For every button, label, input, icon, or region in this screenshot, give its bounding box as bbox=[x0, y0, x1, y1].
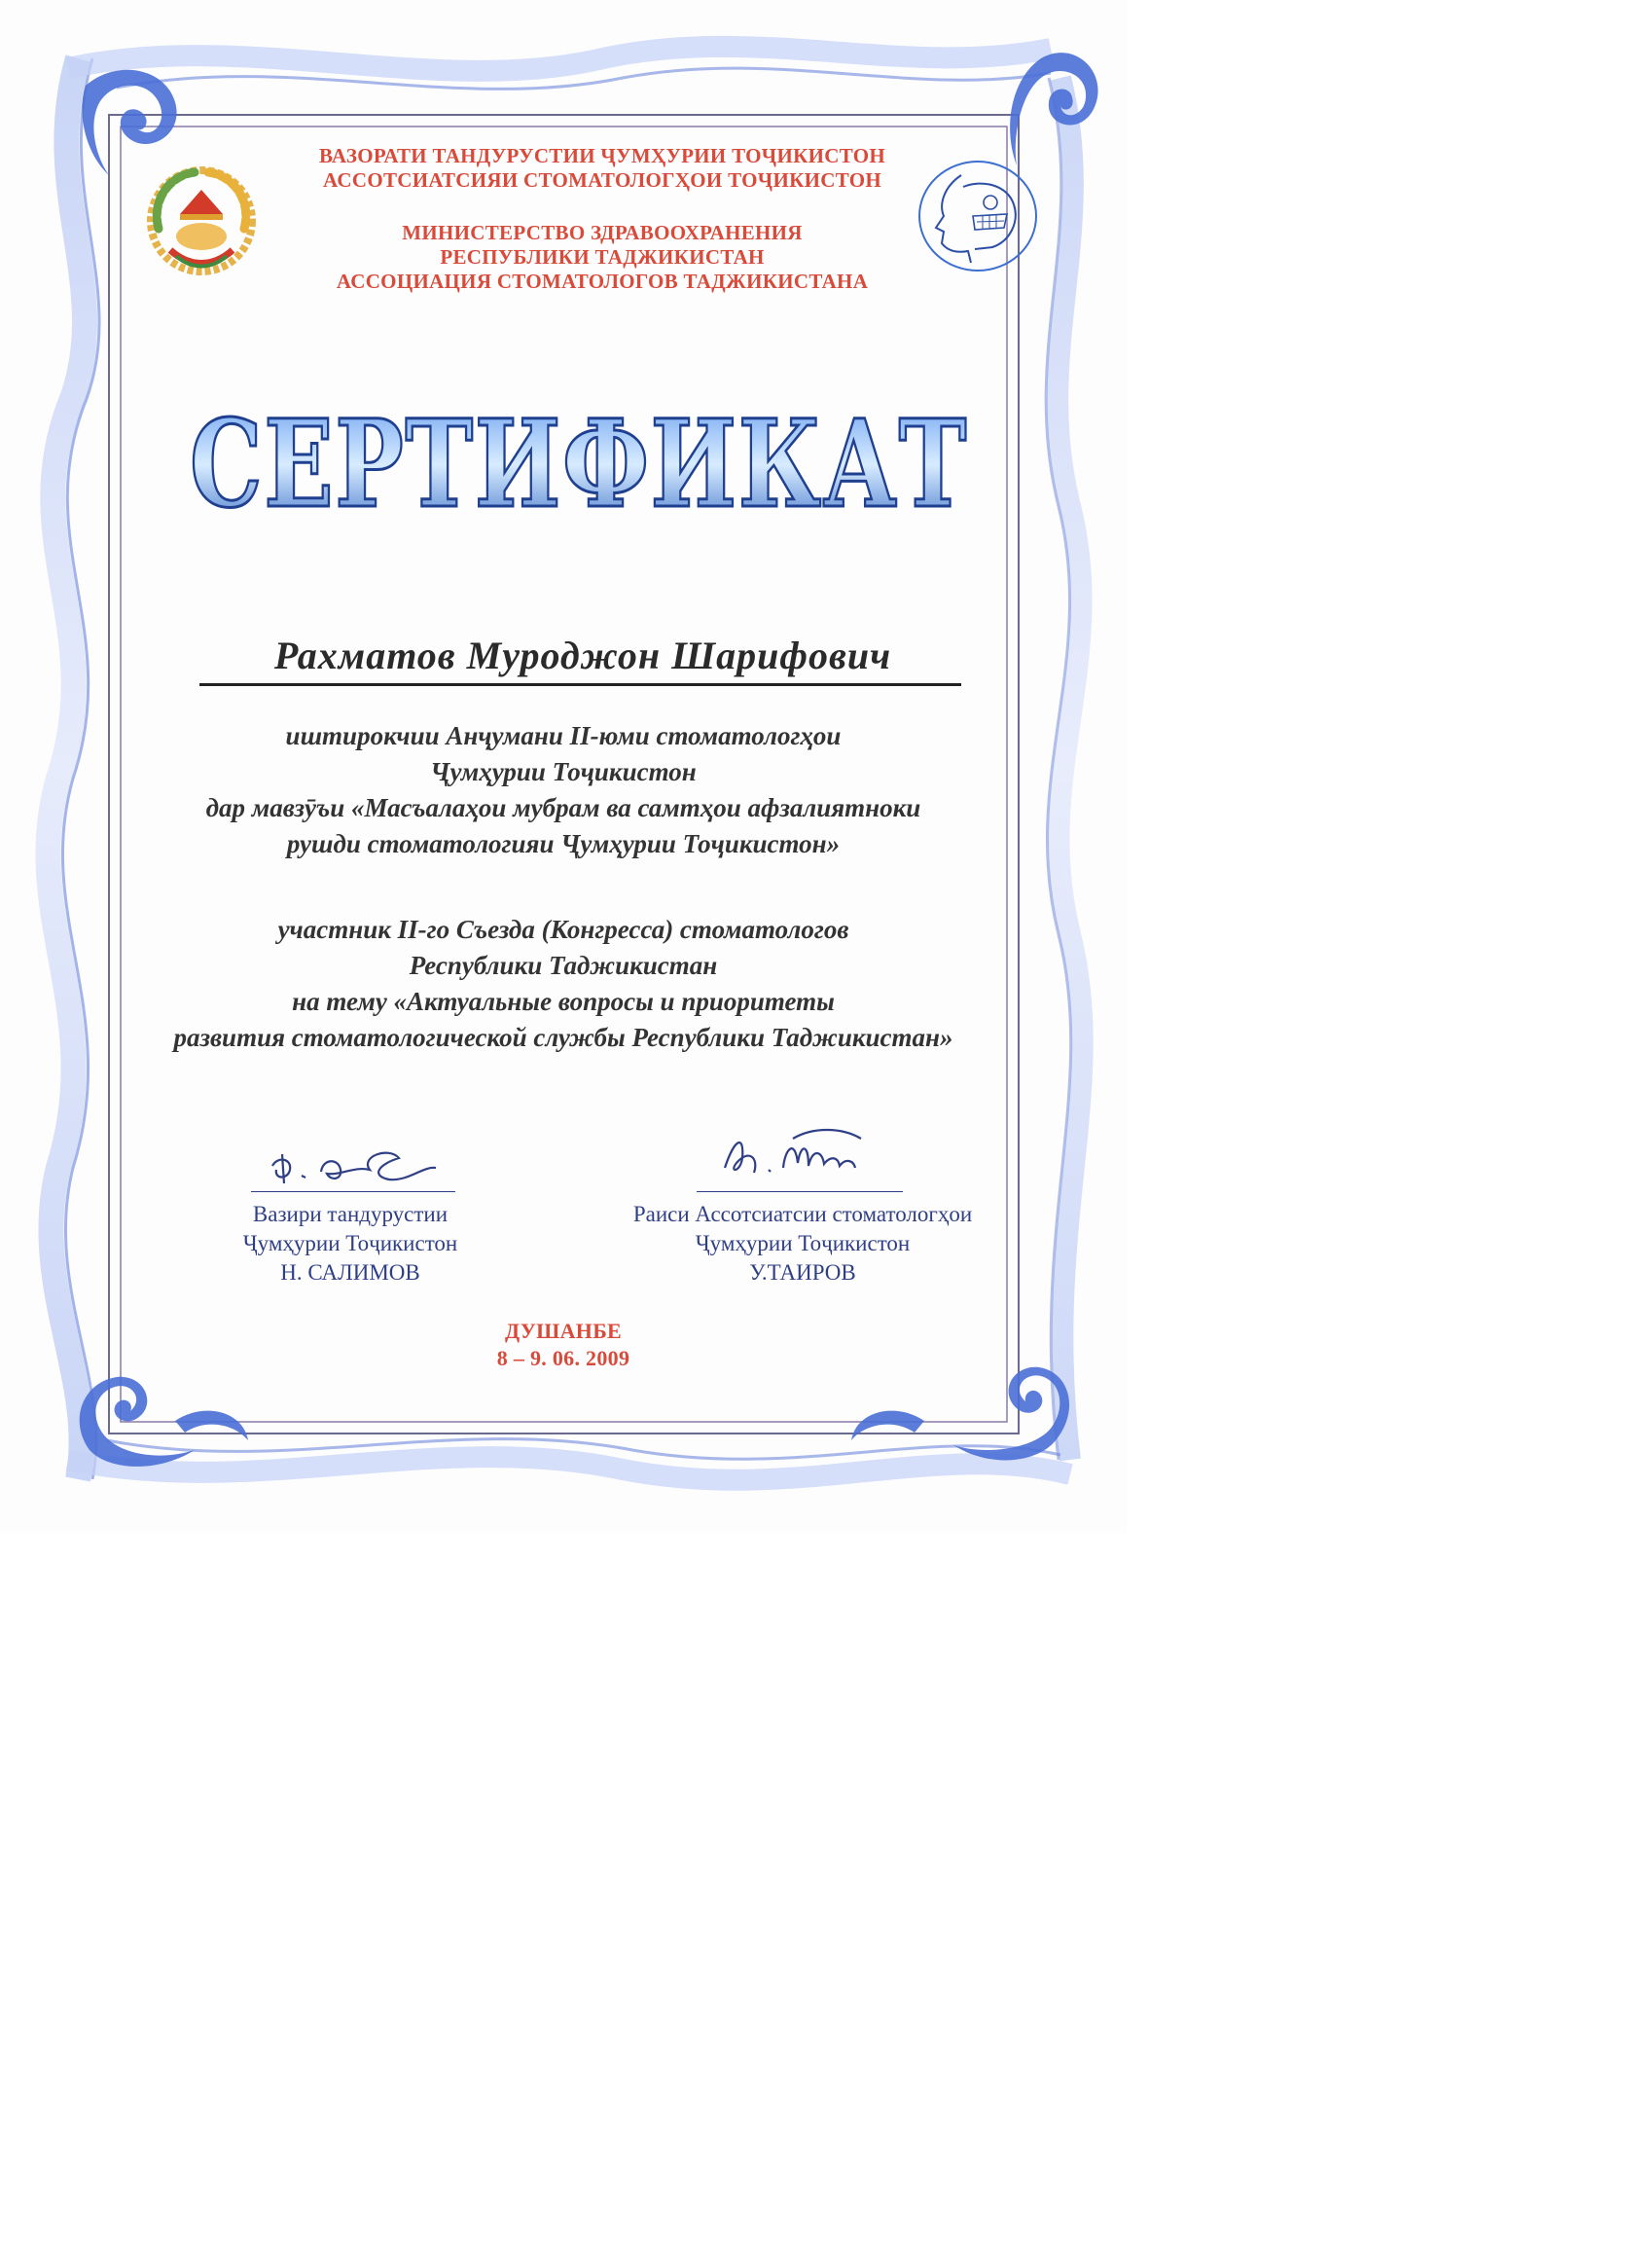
right-signatory-org: Ҷумҳурии Тоҷикистон bbox=[695, 1231, 911, 1255]
body-russian-line: развития стоматологической службы Республики Таджикистан» bbox=[173, 1023, 953, 1052]
body-tajik-line: рушди стоматологияи Ҷумҳурии Тоҷикистон» bbox=[286, 829, 841, 858]
body-tajik-line: иштирокчии Анҷумани II-юми стоматологҳои bbox=[285, 721, 842, 750]
left-signatory-role: Вазири тандурустии bbox=[252, 1202, 449, 1226]
certificate-title-art bbox=[175, 381, 983, 537]
footer-date: 8 – 9. 06. 2009 bbox=[496, 1346, 630, 1370]
left-signature bbox=[263, 1137, 438, 1195]
left-signatory-org: Ҷумҳурии Тоҷикистон bbox=[242, 1231, 458, 1255]
right-signatory-name: У.ТАИРОВ bbox=[749, 1260, 856, 1285]
header-russian-line: АССОЦИАЦИЯ СТОМАТОЛОГОВ ТАДЖИКИСТАНА bbox=[336, 270, 869, 293]
body-russian-line: участник II-го Съезда (Конгресса) стоматологов bbox=[277, 915, 849, 944]
recipient-name: Рахматов Муроджон Шарифович bbox=[273, 634, 892, 677]
body-tajik-line: дар мавзӯъи «Масъалаҳои мубрам ва самтҳои афзалиятноки bbox=[205, 793, 921, 822]
footer-city: ДУШАНБЕ bbox=[504, 1319, 623, 1343]
certificate-title bbox=[175, 381, 983, 537]
body-russian bbox=[0, 912, 1127, 1056]
body-tajik bbox=[0, 718, 1127, 862]
body-russian-line: на тему «Актуальные вопросы и приоритеты bbox=[292, 987, 835, 1016]
footer bbox=[0, 1318, 1127, 1372]
left-signatory-name: Н. САЛИМОВ bbox=[280, 1260, 420, 1285]
header-tajik bbox=[39, 144, 1166, 193]
header-russian-line: МИНИСТЕРСТВО ЗДРАВООХРАНЕНИЯ bbox=[402, 221, 803, 244]
left-signature-line bbox=[251, 1191, 455, 1192]
header-russian-line: РЕСПУБЛИКИ ТАДЖИКИСТАН bbox=[440, 245, 765, 269]
header-tajik-line: АССОТСИАТСИЯИ СТОМАТОЛОГҲОИ ТОҶИКИСТОН bbox=[322, 168, 882, 192]
body-russian-line: Республики Таджикистан bbox=[409, 951, 718, 980]
recipient-name-underline bbox=[199, 683, 961, 686]
right-signatory-role: Раиси Ассотсиатсии стоматологҳои bbox=[632, 1202, 973, 1226]
right-signature bbox=[715, 1119, 871, 1187]
header-tajik-line: ВАЗОРАТИ ТАНДУРУСТИИ ҶУМҲУРИИ ТОҶИКИСТОН bbox=[318, 144, 886, 167]
body-tajik-line: Ҷумҳурии Тоҷикистон bbox=[430, 757, 697, 786]
left-signatory bbox=[195, 1200, 506, 1288]
right-signature-line bbox=[697, 1191, 903, 1192]
header-russian bbox=[39, 221, 1166, 294]
certificate-title-text: СЕРТИФИКАТ bbox=[190, 394, 968, 535]
right-signatory bbox=[574, 1200, 1031, 1288]
certificate-page bbox=[0, 0, 1127, 1533]
